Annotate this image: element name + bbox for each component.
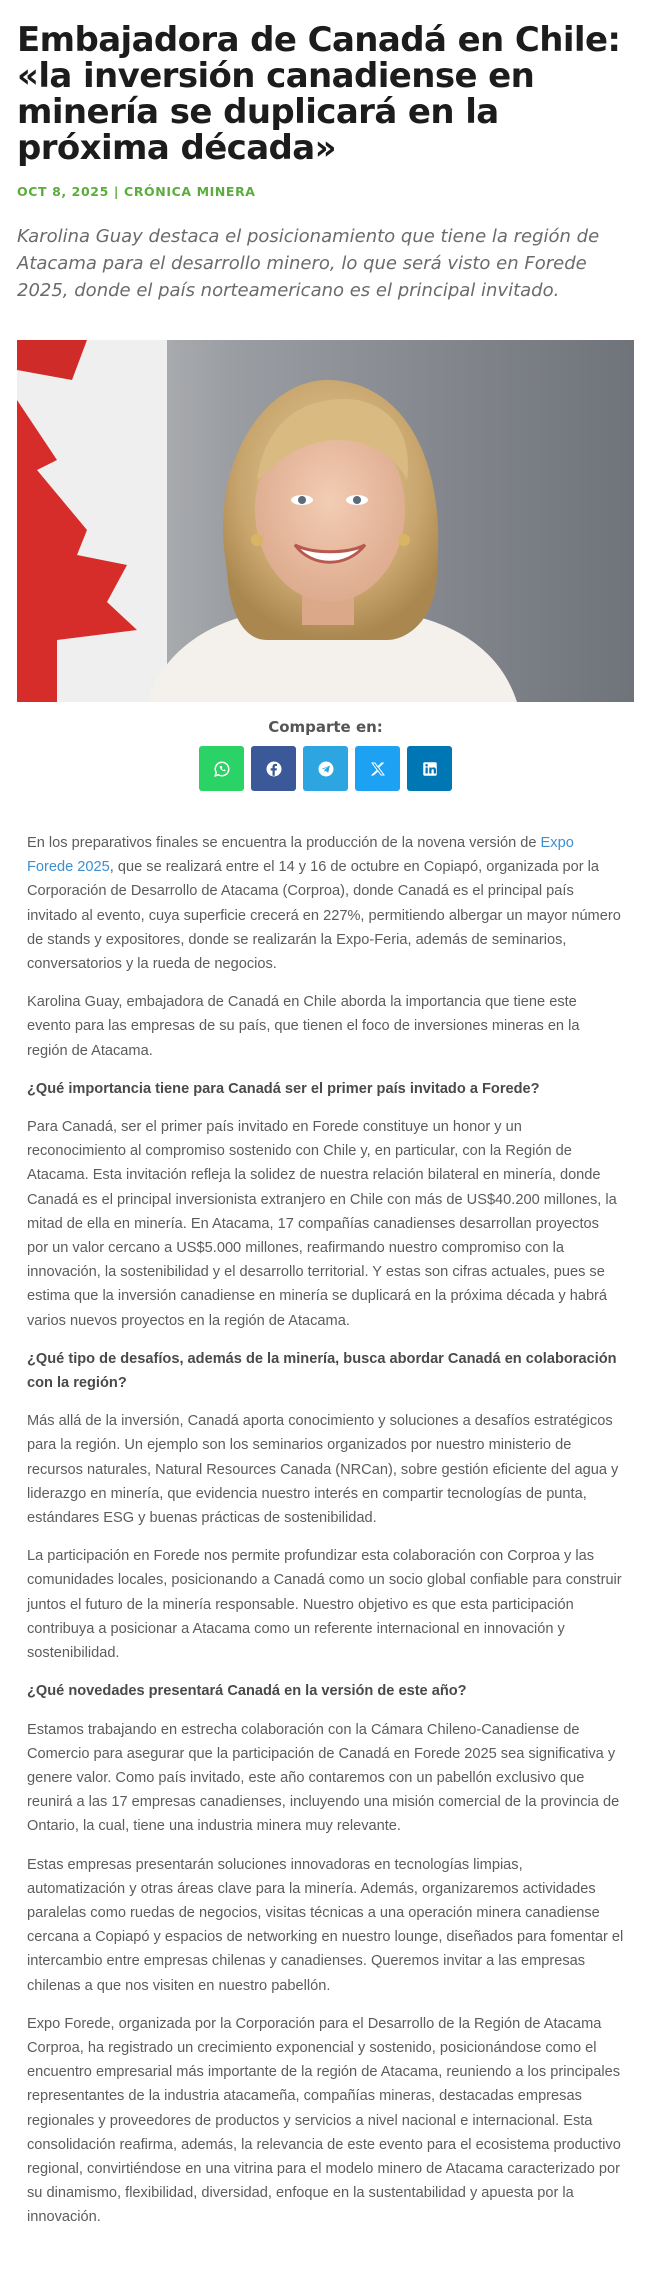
paragraph-text: En los preparativos finales se encuentra la producción de la novena versión de xyxy=(27,835,541,851)
article-category-link[interactable]: CRÓNICA MINERA xyxy=(124,184,256,199)
paragraph-text: , que se realizará entre el 14 y 16 de octubre en Copiapó, organizada por la Corporación de Desarrollo de Atacama (Corproa), donde Canadá es el principal país invitado al evento, cuya superficie crecerá en 227%, permitiendo albergar un mayor número de stands y expositores, donde se realizarán la Expo-Feria, además de seminarios, conversatorios y la rueda de negocios. xyxy=(27,859,621,973)
article-body xyxy=(0,791,651,2230)
expo-forede-link[interactable]: Expo Forede 2025 xyxy=(27,835,574,876)
paragraph: Más allá de la inversión, Canadá aporta conocimiento y soluciones a desafíos estratégicos para la región. Un ejemplo son los seminarios organizados por nuestro ministerio de recursos naturales, Natural Resources Canada (NRCan), sobre gestión eficiente del agua y liderazgo en minería, que evidencia nuestro interés en compartir tecnologías de punta, estándares ESG y buenas prácticas de sostenibilidad. xyxy=(27,1413,619,1527)
portrait-photo xyxy=(17,340,634,702)
question-heading: ¿Qué novedades presentará Canadá en la versión de este año? xyxy=(27,1683,467,1700)
paragraph: Estamos trabajando en estrecha colaboración con la Cámara Chileno-Canadiense de Comercio para asegurar que la participación de Canadá en Forede 2025 sea significativa y genere valor. Como país invitado, este año contaremos con un pabellón exclusivo que reunirá a las 17 empresas canadienses, incluyendo una misión comercial de la provincia de Ontario, la cual, tiene una industria minera muy relevante. xyxy=(27,1721,620,1835)
paragraph: Para Canadá, ser el primer país invitado en Forede constituye un honor y un reconocimiento al compromiso sostenido con Chile y, en particular, con la Región de Atacama. Esta invitación refleja la solidez de nuestra relación bilateral en minería, donde Canadá es el principal inversionista extranjero en Chile con más de US$40.200 millones, la mitad de ella en minería. En Atacama, 17 compañías canadienses desarrollan proyectos por un valor cercano a US$5.000 millones, reafirmando nuestro compromiso con la innovación, la sostenibilidad y el desarrollo territorial. Y estas son cifras actuales, pues se estima que la inversión canadiense en minería se duplicará en la próxima década y habrá varios nuevos proyectos en la región de Atacama. xyxy=(27,1119,617,1329)
share-label: Comparte en: xyxy=(268,718,383,736)
share-whatsapp-button[interactable] xyxy=(199,746,244,791)
article-date: OCT 8, 2025 xyxy=(17,184,109,199)
telegram-icon xyxy=(317,760,335,778)
question-heading: ¿Qué tipo de desafíos, además de la minería, busca abordar Canadá en colaboración con la región? xyxy=(27,1350,617,1392)
article-lead: Karolina Guay destaca el posicionamiento que tiene la región de Atacama para el desarrollo minero, lo que será visto en Forede 2025, donde el país norteamericano es el principal invitado. xyxy=(17,226,600,301)
article-meta xyxy=(0,166,651,199)
paragraph: Estas empresas presentarán soluciones innovadoras en tecnologías limpias, automatización y otras áreas clave para la minería. Además, organizaremos actividades paralelas como ruedas de negocios, visitas técnicas a una operación minera canadiense cercana a Copiapó y espacios de networking en nuestro lounge, diseñados para fomentar el intercambio entre empresas chilenas y canadienses. Queremos invitar a las empresas chilenas a que nos visiten en nuestro pabellón. xyxy=(27,1856,624,1994)
meta-separator: | xyxy=(113,184,120,199)
paragraph xyxy=(27,831,624,976)
share-facebook-button[interactable] xyxy=(251,746,296,791)
share-buttons xyxy=(0,736,651,791)
share-x-button[interactable] xyxy=(355,746,400,791)
share-telegram-button[interactable] xyxy=(303,746,348,791)
paragraph: Expo Forede, organizada por la Corporación para el Desarrollo de la Región de Atacama Corproa, ha registrado un crecimiento exponencial y sostenido, posicionándose como el encuentro empresarial más importante de la región de Atacama, reuniendo a los principales representantes de la industria atacameña, compañías mineras, destacadas empresas regionales y proveedores de productos y servicios a nivel nacional e internacional. Esta consolidación reafirma, además, la relevancia de este evento para el ecosistema productivo regional, convirtiéndose en una vitrina para el modelo minero de Atacama caracterizado por su dinamismo, flexibilidad, diversidad, enfoque en la sustentabilidad y apuesta por la innovación. xyxy=(27,2015,621,2226)
x-icon xyxy=(369,760,387,778)
paragraph: Karolina Guay, embajadora de Canadá en Chile aborda la importancia que tiene este evento para las empresas de su país, que tienen el foco de inversiones mineras en la región de Atacama. xyxy=(27,994,580,1059)
whatsapp-icon xyxy=(213,760,231,778)
share-linkedin-button[interactable] xyxy=(407,746,452,791)
facebook-icon xyxy=(265,760,283,778)
hero-image xyxy=(17,340,634,702)
question-heading: ¿Qué importancia tiene para Canadá ser el primer país invitado a Forede? xyxy=(27,1080,540,1097)
linkedin-icon xyxy=(421,760,439,778)
paragraph: La participación en Forede nos permite profundizar esta colaboración con Corproa y las comunidades locales, posicionando a Canadá como un socio global confiable para construir juntos el futuro de la minería responsable. Nuestro objetivo es que esta participación contribuya a posicionar a Atacama como un referente internacional en innovación y sostenibilidad. xyxy=(27,1548,622,1662)
article-title: Embajadora de Canadá en Chile: «la inversión canadiense en minería se duplicará en la próxima década» xyxy=(17,20,621,168)
